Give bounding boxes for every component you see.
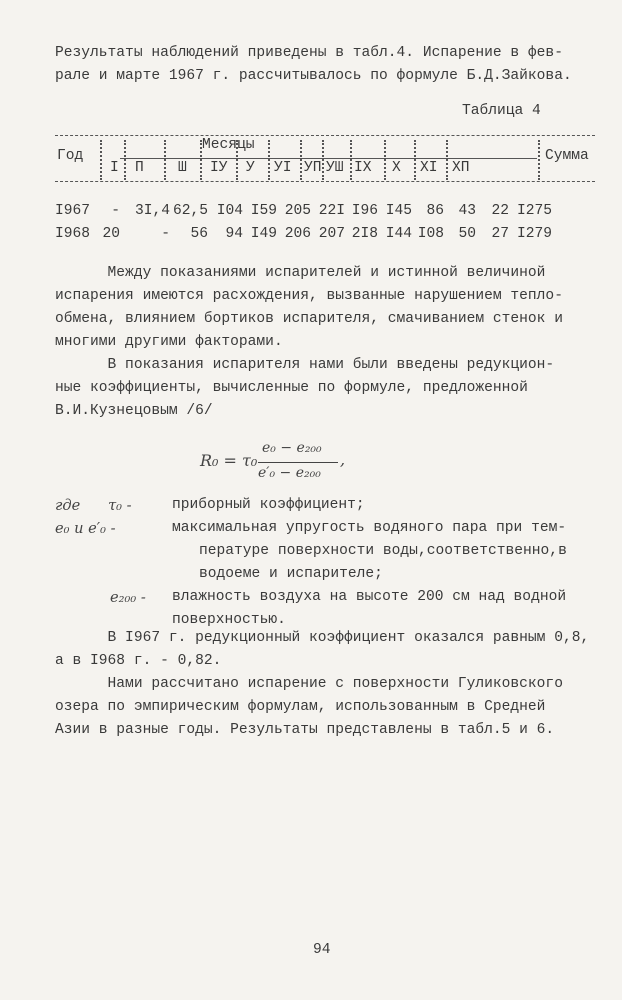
month-label: XI: [420, 160, 438, 176]
month-label: X: [392, 160, 401, 176]
table-cell: I04: [216, 203, 243, 219]
table-cell: 62,5: [172, 203, 208, 219]
table-cell: 207: [318, 226, 345, 242]
column-separator: [384, 140, 386, 180]
table-cell: 94: [225, 226, 243, 242]
column-separator: [236, 140, 238, 180]
column-separator: [446, 140, 448, 180]
definition-symbol: где τ₀ -: [55, 497, 132, 514]
intro-line: рале и марте 1967 г. рассчитывалось по формуле Б.Д.Зайкова.: [55, 68, 572, 84]
month-label: УП: [304, 160, 322, 176]
definition-text: максимальная упругость водяного пара при тем-: [172, 520, 567, 536]
text-line: В показания испарителя нами были введены редукцион-: [55, 357, 555, 373]
document-page: Результаты наблюдений приведены в табл.4. Испарение в фев- рале и марте 1967 г. рассчитывалось по формуле Б.Д.Зайкова. Таблица 4 Год Месяцы Сумма I П Ш IУ У УI УП УШ IX X XI XП I967 - 3I,4 62,5 I04 I59 205 22I I96 I45 86 43 22 I275 I968 20 - 56 94 I49 206 207 2I8 I44 I08 50 27 I279 Между показаниями испарителей и истинной величиной испарения имеются расхождения, вызванные нарушением тепло- обмена, влиянием бортиков испарителя, смачиванием стенок и многими другими факторами. В показания испарителя нами были введены редукцион- ные коэффициенты, вычисленные по формуле, предложенной В.И.Кузнецовым /6/ R₀ = τ₀ e₀ − e₂₀₀ e′₀ − e₂₀₀ , где τ₀ - приборный коэффициент; e₀ и e′₀ - максимальная упругость водяного пара при тем- пературе поверхности воды,соответственно,в водоеме и испарителе; e₂₀₀ - влажность воздуха на высоте 200 см над водной поверхностью. В I967 г. редукционный коэффициент оказался равным 0,8, а в I968 г. - 0,82. Нами рассчитано испарение с поверхности Гуликовского озера по эмпирическим формулам, использованным в Средней Азии в разные годы. Результаты представлены в табл.5 и 6. 94: [0, 0, 622, 1000]
text-line: многими другими факторами.: [55, 334, 283, 350]
table-cell: I44: [385, 226, 412, 242]
column-separator: [350, 140, 352, 180]
column-separator: [200, 140, 202, 180]
month-label: I: [110, 160, 119, 176]
text-line: Азии в разные годы. Результаты представлены в табл.5 и 6.: [55, 722, 555, 738]
table-cell: -: [161, 226, 170, 242]
column-separator: [124, 140, 126, 180]
month-label: П: [135, 160, 144, 176]
table-cell: I49: [250, 226, 277, 242]
row-sum: I279: [516, 226, 552, 242]
text-line: Между показаниями испарителей и истинной величиной: [55, 265, 546, 281]
column-separator: [414, 140, 416, 180]
text-line: а в I968 г. - 0,82.: [55, 653, 222, 669]
table-cell: I08: [417, 226, 444, 242]
table-cell: 56: [190, 226, 208, 242]
definition-symbol: e₀ и e′₀ -: [55, 520, 116, 537]
months-header: Месяцы: [202, 137, 255, 153]
definition-text: поверхностью.: [172, 612, 286, 628]
table-cell: -: [111, 203, 120, 219]
sum-header: Сумма: [545, 148, 589, 164]
text-line: В I967 г. редукционный коэффициент оказался равным 0,8,: [55, 630, 590, 646]
month-label: Ш: [178, 160, 187, 176]
definition-text: водоеме и испарителе;: [199, 566, 383, 582]
table-cell: 27: [491, 226, 509, 242]
column-separator: [164, 140, 166, 180]
definition-text: приборный коэффициент;: [172, 497, 365, 513]
table-cell: 22I: [318, 203, 345, 219]
month-label: XП: [452, 160, 470, 176]
definition-text: пературе поверхности воды,соответственно,в: [199, 543, 567, 559]
column-separator: [322, 140, 324, 180]
column-separator: [268, 140, 270, 180]
table-cell: 50: [458, 226, 476, 242]
month-label: УI: [274, 160, 292, 176]
row-year: I968: [55, 226, 91, 242]
column-separator: [100, 140, 102, 180]
month-label: УШ: [326, 160, 344, 176]
text-line: Нами рассчитано испарение с поверхности Гуликовского: [55, 676, 563, 692]
table-cell: I45: [385, 203, 412, 219]
definition-text: влажность воздуха на высоте 200 см над водной: [172, 589, 567, 605]
table-cell: I96: [351, 203, 378, 219]
table-cell: I59: [250, 203, 277, 219]
definition-symbol: e₂₀₀ -: [110, 589, 146, 606]
table-cell: 2I8: [351, 226, 378, 242]
table-cell: 205: [284, 203, 311, 219]
text-line: испарения имеются расхождения, вызванные нарушением тепло-: [55, 288, 563, 304]
intro-line: Результаты наблюдений приведены в табл.4. Испарение в фев-: [55, 45, 563, 61]
text-line: обмена, влиянием бортиков испарителя, смачиванием стенок и: [55, 311, 563, 327]
month-label: У: [246, 160, 255, 176]
table-cell: 86: [426, 203, 444, 219]
text-line: В.И.Кузнецовым /6/: [55, 403, 213, 419]
table-cell: 22: [491, 203, 509, 219]
column-separator: [538, 140, 540, 180]
table-cell: 43: [458, 203, 476, 219]
text-line: озера по эмпирическим формулам, использованным в Средней: [55, 699, 546, 715]
year-header: Год: [57, 148, 84, 164]
page-number: 94: [313, 942, 331, 958]
row-year: I967: [55, 203, 91, 219]
table-cell: 20: [102, 226, 120, 242]
table-caption: Таблица 4: [462, 103, 541, 119]
table-cell: 206: [284, 226, 311, 242]
month-label: IX: [354, 160, 372, 176]
table-cell: 3I,4: [134, 203, 170, 219]
row-sum: I275: [516, 203, 552, 219]
column-separator: [300, 140, 302, 180]
text-line: ные коэффициенты, вычисленные по формуле, предложенной: [55, 380, 528, 396]
month-label: IУ: [210, 160, 228, 176]
